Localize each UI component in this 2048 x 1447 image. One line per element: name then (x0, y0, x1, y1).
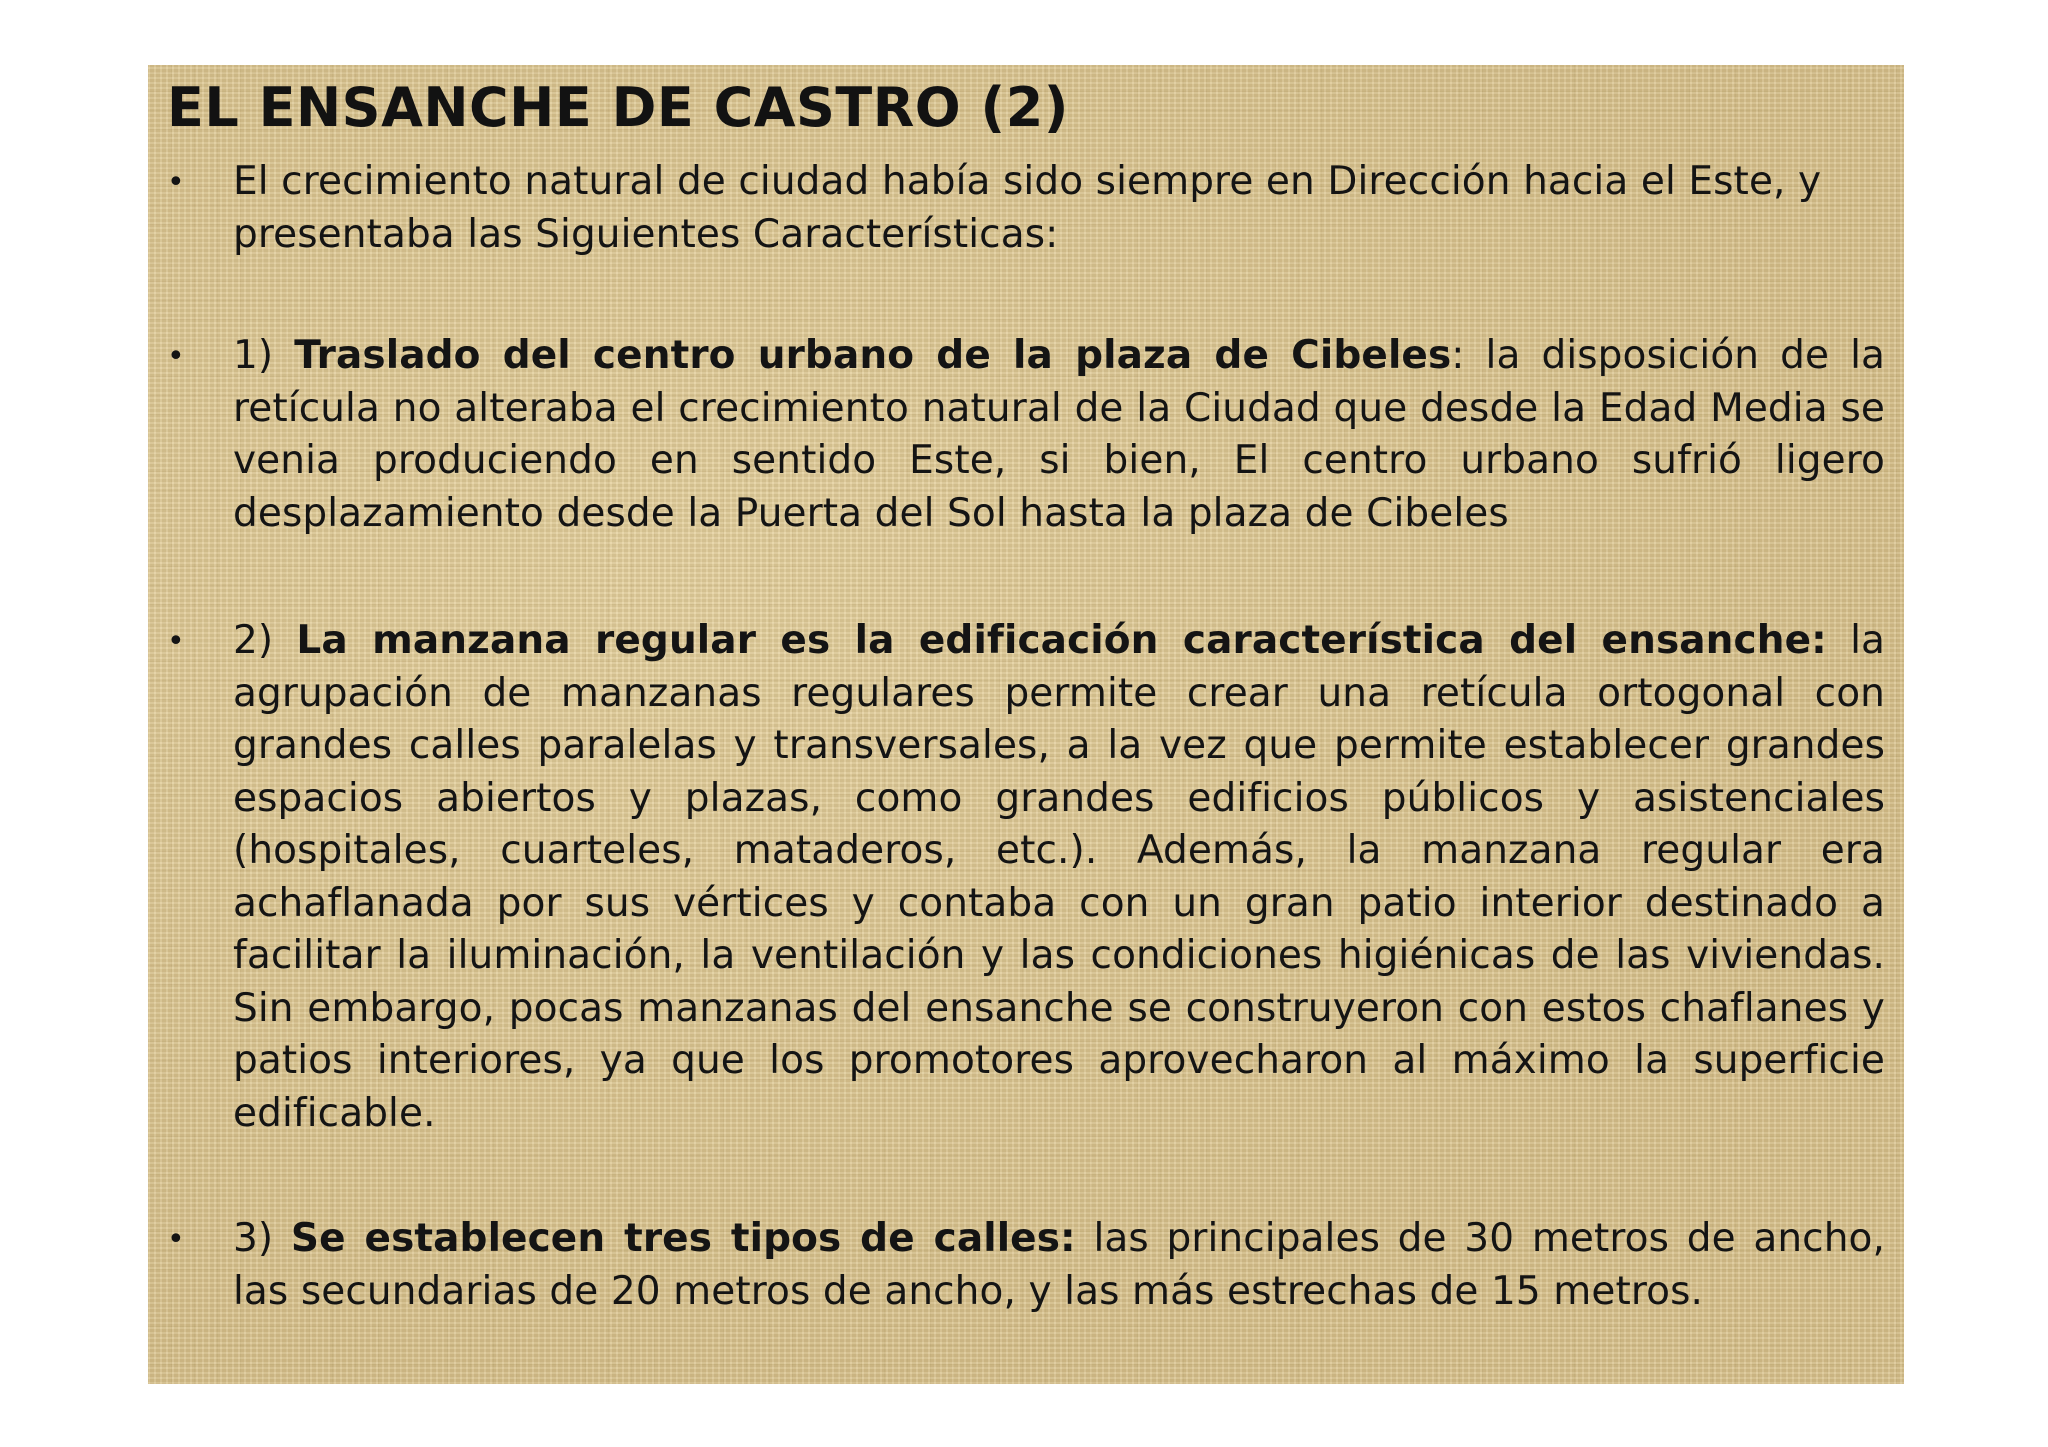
bullet-item-intro (167, 156, 1885, 261)
bullet-heading: Se establecen tres tipos de calles: (290, 1216, 1076, 1261)
bullet-icon: • (167, 624, 185, 659)
bullet-number: 2) (233, 618, 274, 663)
bullet-body: : la disposición de la retícula no alteraba el crecimiento natural de la Ciudad que desde la Edad Media se venia produciendo en sentido Este, si bien, El centro urbano sufrió ligero desplazamiento desde la Puerta del Sol hasta la plaza de Cibeles (233, 333, 1885, 536)
bullet-icon: • (167, 165, 185, 200)
bullet-item-2 (167, 615, 1885, 1140)
bullet-icon: • (167, 1222, 185, 1257)
bullet-heading: La manzana regular es la edificación característica del ensanche: (296, 618, 1827, 663)
bullet-text (233, 156, 1885, 261)
slide-title: EL ENSANCHE DE CASTRO (2) (167, 76, 1069, 139)
bullet-text (233, 1213, 1885, 1318)
bullet-number: 3) (233, 1216, 274, 1261)
slide-panel (148, 65, 1904, 1384)
bullet-text (233, 615, 1885, 1140)
bullet-heading: Traslado del centro urbano de la plaza de Cibeles (294, 333, 1452, 378)
bullet-item-1 (167, 330, 1885, 540)
bullet-body: las principales de 30 metros de ancho, las secundarias de 20 metros de ancho, y las más estrechas de 15 metros. (233, 1216, 1886, 1314)
bullet-body: la agrupación de manzanas regulares permite crear una retícula ortogonal con grandes calles paralelas y transversales, a la vez que permite establecer grandes espacios abiertos y plazas, como grandes edificios públicos y asistenciales (hospitales, cuarteles, mataderos, etc.). Además, la manzana regular era achaflanada por sus vértices y contaba con un gran patio interior destinado a facilitar la iluminación, la ventilación y las condiciones higiénicas de las viviendas. Sin embargo, pocas manzanas del ensanche se construyeron con estos chaflanes y patios interiores, ya que los promotores aprovecharon al máximo la superficie edificable. (233, 618, 1885, 1136)
bullet-item-3 (167, 1213, 1885, 1318)
bullet-icon: • (167, 339, 185, 374)
bullet-number: 1) (233, 333, 274, 378)
bullet-text (233, 330, 1885, 540)
bullet-body: El crecimiento natural de ciudad había sido siempre en Dirección hacia el Este, y presentaba las Siguientes Características: (233, 159, 1822, 257)
